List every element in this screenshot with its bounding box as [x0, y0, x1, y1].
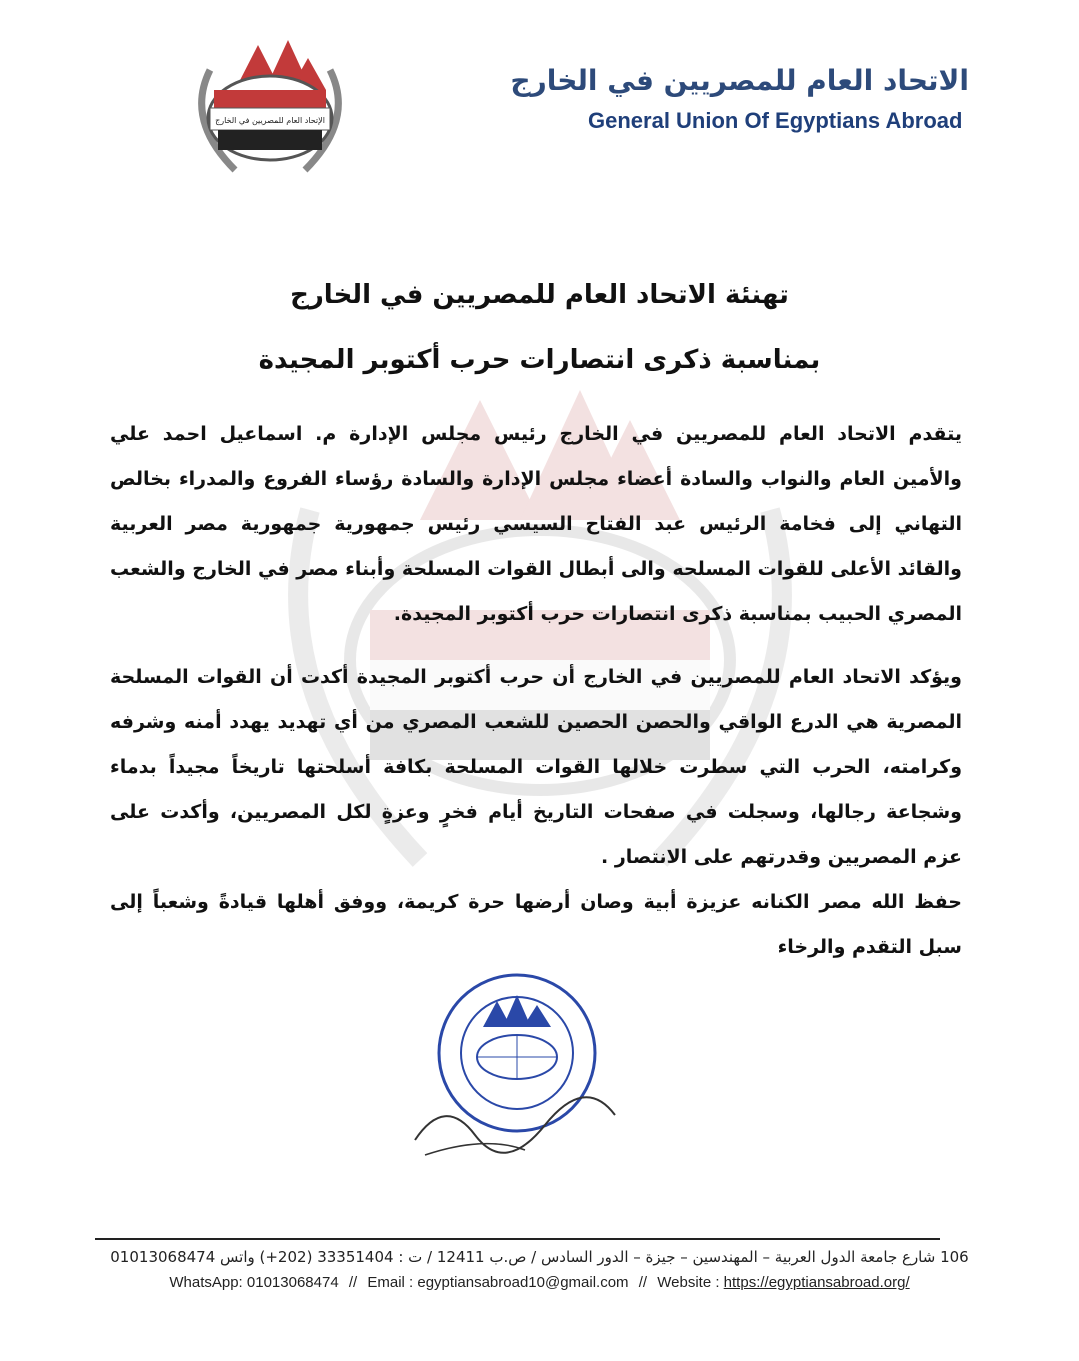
union-logo — [180, 30, 360, 180]
official-stamp — [405, 965, 635, 1165]
footer-contact: WhatsApp: 01013068474 // Email : egyptiansabroad10@gmail.com // Website : https://egyptiansabroad.org/ — [169, 1274, 910, 1291]
svg-text:الإتحاد العام للمصريين في الخا: الإتحاد العام للمصريين في الخارج — [215, 116, 325, 125]
paragraph-3: حفظ الله مصر الكنانه عزيزة أبية وصان أرضها حرة كريمة، ووفق أهلها قيادةً وشعباً إلى سبل التقدم والرخاء — [110, 891, 962, 958]
footer-email: Email : egyptiansabroad10@gmail.com — [367, 1274, 629, 1291]
org-name-arabic: الاتحاد العام للمصريين في الخارج — [510, 64, 969, 97]
footer-website-label: Website : — [657, 1274, 720, 1291]
footer-whatsapp: WhatsApp: 01013068474 — [169, 1274, 339, 1291]
paragraph-2: ويؤكد الاتحاد العام للمصريين في الخارج أن حرب أكتوبر المجيدة أكدت أن القوات المسلحة المصرية هي الدرع الواقي والحصن الحصين للشعب المصري من أي تهديد يهدد أمنه وشرفه وكرامته، الحرب التي سطرت خلالها القوات المسلحة بكافة أسلحتها تاريخاً مجيداً بدماء وشجاعة رجالها، وسجلت في صفحات التاريخ أيام فخرٍ وعزةٍ لكل المصريين، وأكدت على عزم المصريين وقدرتهم على الانتصار . — [110, 666, 962, 868]
document-subtitle: بمناسبة ذكرى انتصارات حرب أكتوبر المجيدة — [258, 345, 821, 375]
document-title: تهنئة الاتحاد العام للمصريين في الخارج — [290, 280, 789, 310]
org-name-english: General Union Of Egyptians Abroad — [588, 108, 963, 133]
footer-address: 106 شارع جامعة الدول العربية – المهندسين – جيزة – الدور السادس / ص.ب 12411 / ت : 33351404 (202+) واتس 01013068474 — [110, 1248, 969, 1266]
paragraph-1: يتقدم الاتحاد العام للمصريين في الخارج رئيس مجلس الإدارة م. اسماعيل احمد علي والأمين العام والنواب والسادة أعضاء مجلس الإدارة والسادة رؤساء الفروع والمدراء بخالص التهاني إلى فخامة الرئيس عبد الفتاح السيسي رئيس جمهورية جمهورية مصر العربية والقائد الأعلى للقوات المسلحه والى أبطال القوات المسلحة وأبناء مصر في الخارج والشعب المصري الحبيب بمناسبة ذكرى انتصارات حرب أكتوبر المجيدة. — [110, 423, 962, 625]
footer-website-link[interactable]: https://egyptiansabroad.org/ — [723, 1274, 910, 1291]
footer-divider — [95, 1238, 940, 1240]
